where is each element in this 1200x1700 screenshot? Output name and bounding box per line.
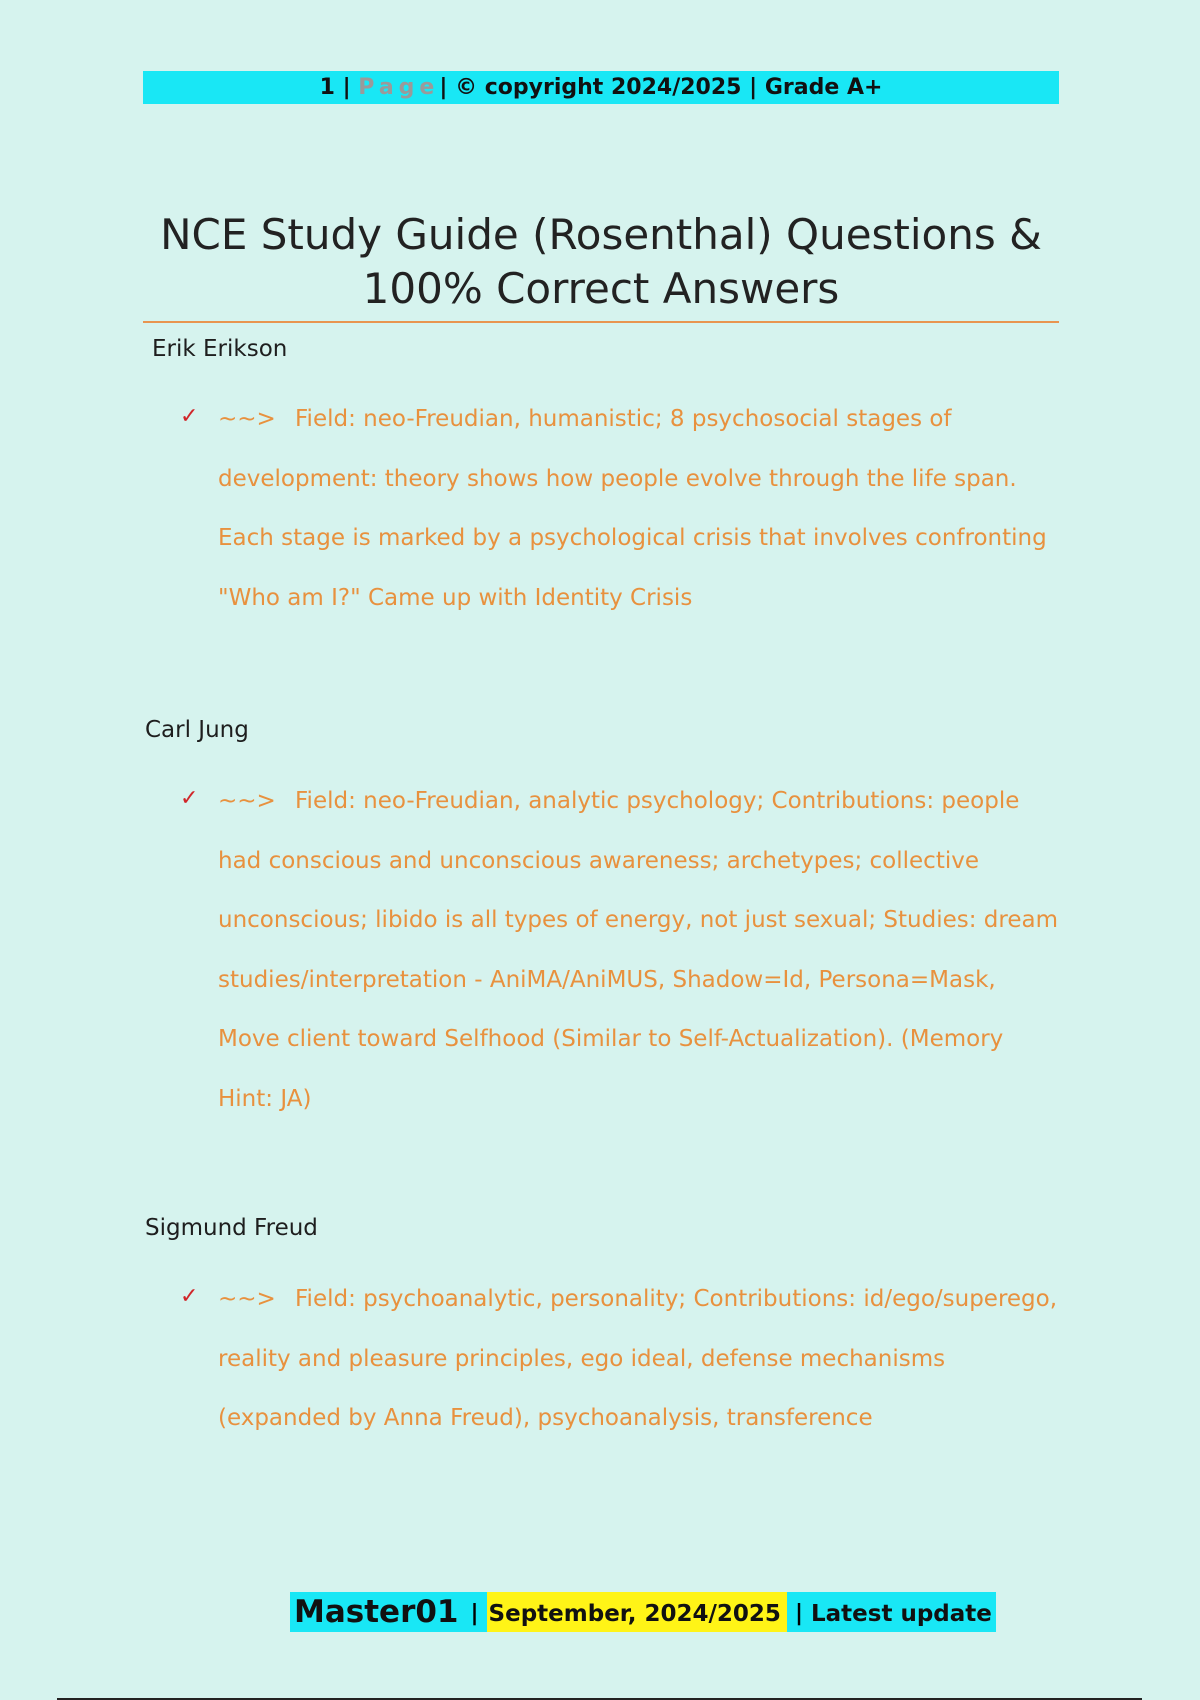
title-divider [143,321,1059,323]
answer-body: Field: neo-Freudian, analytic psychology; Contributions: people had conscious and unconscious awareness; archetypes; collective unconscious; libido is all types of energy, not just sexual; Studies: dream studies/interpretation - AniMA/AniMUS, Shadow=Id, Persona=Mask, Move client toward Selfhood (Similar to Self-Actualization). (Memory Hint: JA) [218,788,1058,1112]
answer-text [218,390,1058,628]
header-separator: | [749,75,758,100]
document-title: NCE Study Guide (Rosenthal) Questions & 100% Correct Answers [160,210,1042,313]
grade-text: Grade A+ [764,75,883,100]
copyright-text: © copyright 2024/2025 [455,75,742,100]
answer-text [218,772,1058,1129]
footer-separator: | [787,1592,811,1632]
arrow-icon: ~~> [218,406,276,432]
arrow-icon: ~~> [218,788,276,814]
checkmark-icon: ✓ [180,786,199,811]
answer-body: Field: psychoanalytic, personality; Contributions: id/ego/superego, reality and pleasure principles, ego ideal, defense mechanisms (expanded by Anna Freud), psychoanalysis, transference [218,1286,1058,1431]
question-term: Sigmund Freud [145,1215,318,1241]
page-number: 1 [319,75,335,100]
arrow-icon: ~~> [218,1286,276,1312]
page-header-bar [143,71,1059,104]
footer-date: September, 2024/2025 [487,1592,787,1632]
page-footer [290,1592,996,1632]
checkmark-icon: ✓ [180,404,199,429]
answer-text [218,1270,1058,1449]
question-term: Carl Jung [145,717,249,743]
question-term: Erik Erikson [152,336,288,362]
answer-body: Field: neo-Freudian, humanistic; 8 psychosocial stages of development: theory shows how people evolve through the life span. Each stage is marked by a psychological crisis that involves confronting "Who am I?" Came up with Identity Crisis [218,406,1047,611]
header-separator: | [439,75,448,100]
footer-separator: | [463,1592,487,1632]
checkmark-icon: ✓ [180,1284,199,1309]
footer-brand: Master01 [290,1592,463,1632]
header-separator: | [342,75,351,100]
footer-latest-update: Latest update [811,1592,996,1632]
page-word: Page [358,75,440,100]
